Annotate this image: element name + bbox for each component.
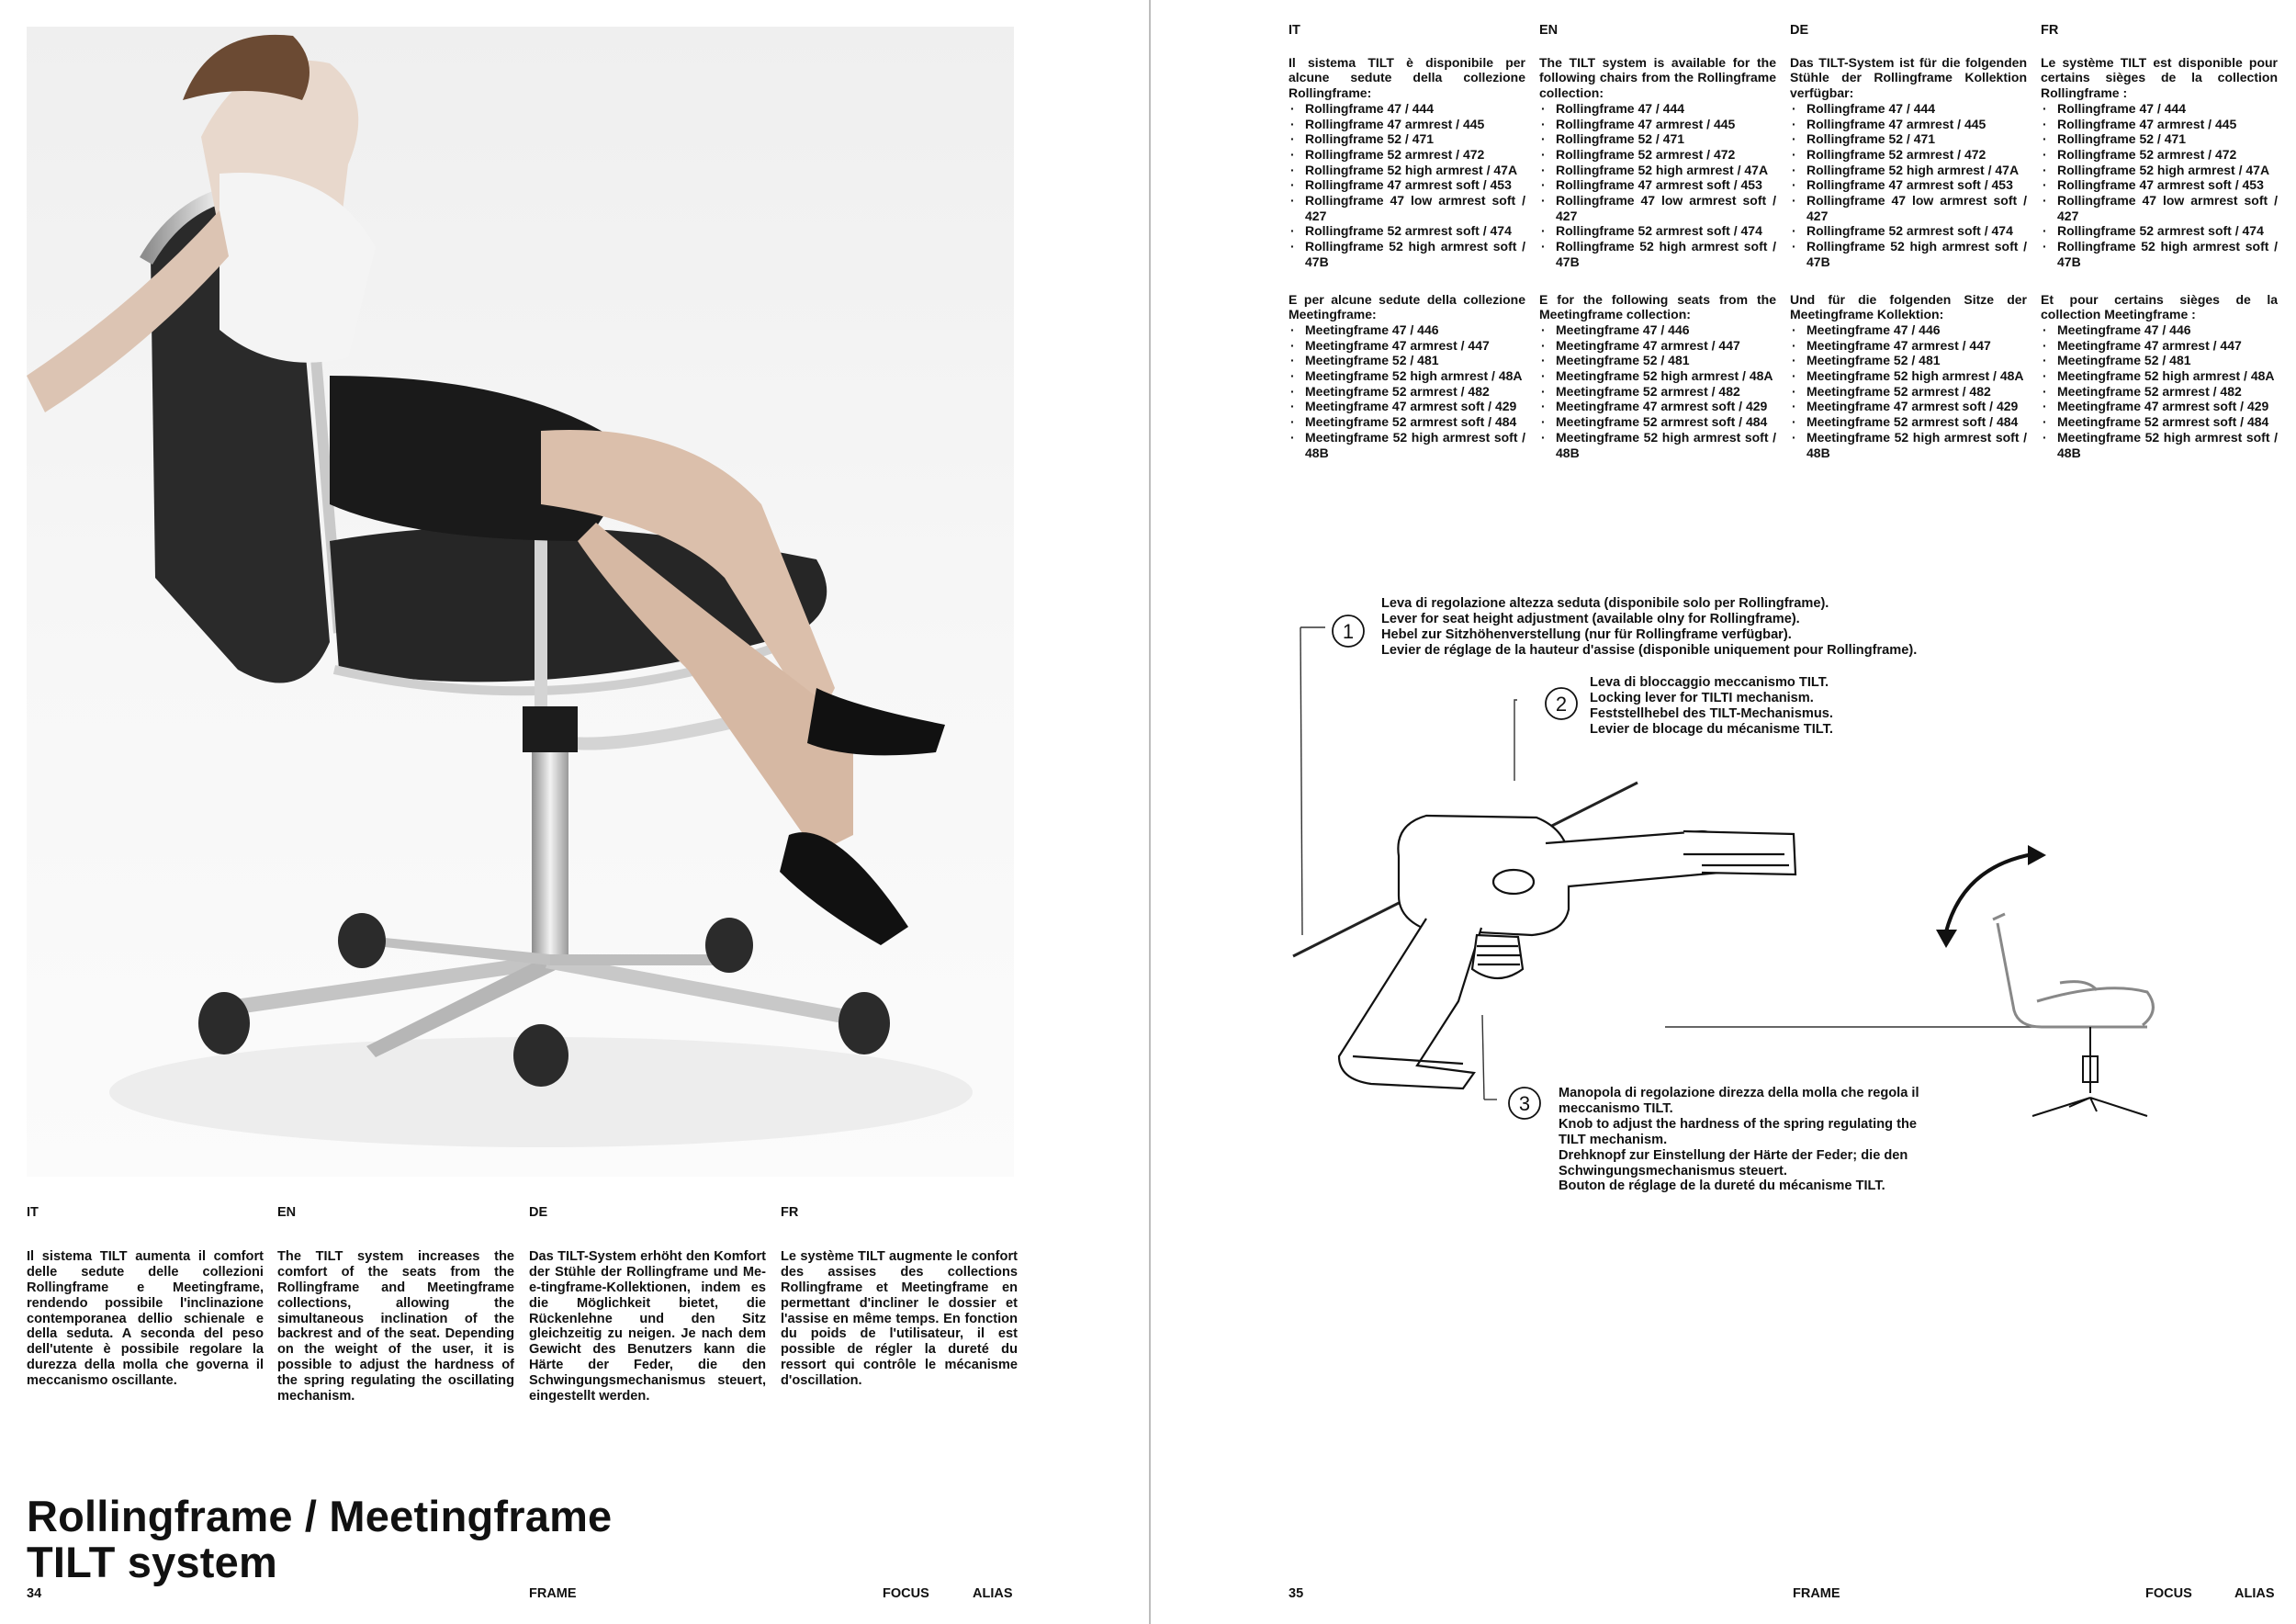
rollingframe-intro: Il sistema TILT è disponibile per alcune sedute della collezione Rollingframe: [1289,54,1525,101]
intro-paragraph: Le système TILT augmente le confort des assises des collections Rollingframe et Meetingframe en permettant d'incliner le dossier et l'assise en même temps. En fonction du poids de l'utilisateur, il est possible de régler la dureté du ressort qui contrôle le mécanisme d'oscillation. [781,1248,1018,1389]
list-item: · Rollingframe 47 / 444 [1790,101,2027,117]
callout-line: TILT mechanism. [1559,1132,1668,1147]
list-item: · Rollingframe 52 / 471 [1539,131,1776,147]
list-item: · Meetingframe 52 high armrest soft / 48B [2041,430,2278,460]
list-item: · Rollingframe 47 armrest soft / 453 [2041,177,2278,193]
footer-section: FRAME [1793,1586,1840,1601]
list-item: · Meetingframe 47 armrest / 447 [2041,338,2278,354]
list-item: · Rollingframe 47 armrest / 445 [1289,117,1525,132]
meetingframe-intro: E for the following seats from the Meetingframe collection: [1539,291,1776,322]
list-item: · Rollingframe 47 armrest soft / 453 [1790,177,2027,193]
callout-line: Drehknopf zur Einstellung der Härte der Feder; die den [1559,1147,1908,1163]
callout-line: meccanismo TILT. [1559,1100,1673,1116]
callout-line: Schwingungsmechanismus steuert. [1559,1163,1787,1179]
list-item: · Meetingframe 47 armrest soft / 429 [1289,399,1525,414]
list-item: · Meetingframe 52 armrest / 482 [1289,384,1525,400]
list-item: · Meetingframe 52 armrest soft / 484 [1539,414,1776,430]
language-label: FR [2041,23,2059,38]
page-title [27,1494,612,1585]
list-item: · Meetingframe 52 / 481 [1289,353,1525,368]
list-item: · Meetingframe 52 / 481 [1539,353,1776,368]
language-label: EN [277,1205,297,1220]
list-item: · Rollingframe 52 armrest soft / 474 [1790,223,2027,239]
callout-line: Lever for seat height adjustment (available olny for Rollingframe). [1381,611,1800,626]
footer-brand: ALIAS [2234,1586,2275,1601]
meetingframe-intro: Et pour certains sièges de la collection Meetingframe : [2041,291,2278,322]
rollingframe-intro: The TILT system is available for the following chairs from the Rollingframe collection: [1539,54,1776,101]
list-item: · Rollingframe 47 armrest soft / 453 [1539,177,1776,193]
tilt-arrow-icon [1944,854,2032,940]
footer-section: FRAME [529,1586,577,1601]
list-item: · Rollingframe 52 high armrest / 47A [1539,163,1776,178]
list-item: · Rollingframe 52 high armrest soft / 47B [2041,239,2278,269]
leader-line-3 [1482,1015,1484,1100]
intro-column-it [27,1205,264,1389]
list-item: · Rollingframe 52 armrest soft / 474 [1289,223,1525,239]
tilt-mechanism-body [1339,816,1795,1088]
list-item: · Rollingframe 52 high armrest soft / 47B [1539,239,1776,269]
intro-column-de [529,1205,766,1404]
list-item: · Rollingframe 47 armrest / 445 [1790,117,2027,132]
list-item: · Rollingframe 52 armrest / 472 [1539,147,1776,163]
intro-paragraph: The TILT system increases the comfort of the seats from the Rollingframe and Meetingframe collections, allowing the simultaneous inclination of the backrest and of the seat. Depending on the weight of the user, it is possible to adjust the hardness of the spring regulating the oscillating mechanism. [277,1248,514,1404]
meetingframe-intro: E per alcune sedute della collezione Meetingframe: [1289,291,1525,322]
tilt-mechanism-diagram [1151,0,2296,1624]
list-item: · Meetingframe 52 armrest soft / 484 [1289,414,1525,430]
footer-focus: FOCUS [2145,1586,2192,1601]
language-label: IT [1289,23,1300,38]
list-item: · Meetingframe 52 high armrest soft / 48B [1539,430,1776,460]
callout-line: Feststellhebel des TILT-Mechanismus. [1590,705,1833,721]
callout-line: Locking lever for TILTI mechanism. [1590,690,1814,705]
callout-number-1: 1 [1342,620,1355,643]
leader-line-2 [1514,700,1517,781]
language-label: FR [781,1205,799,1220]
list-item: · Meetingframe 47 armrest / 447 [1289,338,1525,354]
list-item: · Rollingframe 47 low armrest soft / 427 [1289,193,1525,223]
language-label: DE [529,1205,548,1220]
list-item: · Rollingframe 47 armrest / 445 [1539,117,1776,132]
list-item: · Rollingframe 52 high armrest soft / 47B [1289,239,1525,269]
intro-paragraph: Il sistema TILT aumenta il comfort delle sedute delle collezioni Rollingframe e Meetingframe, rendendo possibile l'inclinazione contemporanea dellio schienale e della seduta. A seconda del peso dell'utente è possibile regolare la durezza della molla che governa il meccanismo oscillante. [27,1248,264,1389]
list-item: · Rollingframe 52 high armrest / 47A [1790,163,2027,178]
list-item: · Meetingframe 52 high armrest / 48A [1539,368,1776,384]
list-item: · Rollingframe 52 armrest / 472 [1289,147,1525,163]
page-number: 34 [27,1586,42,1601]
list-item: · Rollingframe 52 armrest / 472 [1790,147,2027,163]
language-label: EN [1539,23,1559,38]
callout-text-2 [1590,675,1833,738]
list-item: · Meetingframe 52 armrest / 482 [2041,384,2278,400]
chair-photo-illustration [27,27,1014,1177]
list-item: · Rollingframe 47 armrest / 445 [2041,117,2278,132]
callout-line: Hebel zur Sitzhöhenverstellung (nur für Rollingframe verfügbar). [1381,626,1792,642]
list-item: · Meetingframe 52 high armrest soft / 48B [1790,430,2027,460]
callout-line: Leva di bloccaggio meccanismo TILT. [1590,675,1829,690]
product-photo [27,27,1014,1177]
list-item: · Rollingframe 52 / 471 [1790,131,2027,147]
intro-column-en [277,1205,514,1404]
callout-line: Knob to adjust the hardness of the spring regulating the [1559,1116,1917,1132]
list-item: · Meetingframe 47 armrest soft / 429 [1539,399,1776,414]
rollingframe-intro: Das TILT-System ist für die folgenden Stühle der Rollingframe Kollektion verfügbar: [1790,54,2027,101]
list-item: · Rollingframe 47 armrest soft / 453 [1289,177,1525,193]
rollingframe-intro: Le système TILT est disponible pour certains sièges de la collection Rollingframe : [2041,54,2278,101]
title-line-1: Rollingframe / Meetingframe [27,1492,613,1540]
list-item: · Rollingframe 47 / 444 [1539,101,1776,117]
callout-line: Levier de réglage de la hauteur d'assise (disponible uniquement pour Rollingframe). [1381,642,1918,658]
list-item: · Rollingframe 52 armrest soft / 474 [2041,223,2278,239]
list-item: · Meetingframe 47 armrest / 447 [1790,338,2027,354]
list-item: · Meetingframe 52 / 481 [1790,353,2027,368]
callout-line: Levier de blocage du mécanisme TILT. [1590,721,1833,737]
list-item: · Meetingframe 52 high armrest / 48A [1289,368,1525,384]
list-item: · Meetingframe 52 high armrest / 48A [2041,368,2278,384]
list-item: · Rollingframe 47 / 444 [1289,101,1525,117]
list-item: · Rollingframe 47 low armrest soft / 427 [2041,193,2278,223]
list-item: · Rollingframe 47 / 444 [2041,101,2278,117]
callout-number-3: 3 [1518,1092,1531,1115]
language-label: IT [27,1205,39,1220]
list-item: · Rollingframe 52 armrest / 472 [2041,147,2278,163]
footer-focus: FOCUS [883,1586,929,1601]
leader-line-1 [1300,627,1302,935]
right-page [1151,0,2296,1624]
list-item: · Rollingframe 52 armrest soft / 474 [1539,223,1776,239]
callout-text-1 [1381,596,1917,659]
footer-brand: ALIAS [973,1586,1013,1601]
list-item: · Meetingframe 47 armrest / 447 [1539,338,1776,354]
list-item: · Rollingframe 52 / 471 [1289,131,1525,147]
list-item: · Meetingframe 52 armrest / 482 [1790,384,2027,400]
meetingframe-intro: Und für die folgenden Sitze der Meetingframe Kollektion: [1790,291,2027,322]
list-item: · Rollingframe 52 high armrest / 47A [2041,163,2278,178]
list-item: · Meetingframe 47 / 446 [2041,322,2278,338]
list-item: · Meetingframe 52 / 481 [2041,353,2278,368]
small-chair-icon [1993,914,2153,1027]
list-item: · Meetingframe 52 armrest soft / 484 [1790,414,2027,430]
intro-column-fr [781,1205,1018,1389]
list-item: · Meetingframe 47 armrest soft / 429 [1790,399,2027,414]
list-item: · Meetingframe 52 high armrest soft / 48B [1289,430,1525,460]
list-item: · Rollingframe 52 / 471 [2041,131,2278,147]
list-item: · Rollingframe 47 low armrest soft / 427 [1790,193,2027,223]
list-item: · Meetingframe 47 armrest soft / 429 [2041,399,2278,414]
callout-line: Leva di regolazione altezza seduta (disponibile solo per Rollingframe). [1381,596,1829,611]
callout-text-3 [1559,1086,1919,1194]
list-item: · Meetingframe 47 / 446 [1539,322,1776,338]
callout-line: Manopola di regolazione direzza della molla che regola il [1559,1086,1919,1100]
list-item: · Meetingframe 52 armrest soft / 484 [2041,414,2278,430]
callout-number-2: 2 [1555,693,1568,716]
callout-line: Bouton de réglage de la dureté du mécanisme TILT. [1559,1179,1885,1194]
list-item: · Rollingframe 52 high armrest soft / 47B [1790,239,2027,269]
language-label: DE [1790,23,1809,38]
list-item: · Meetingframe 52 armrest / 482 [1539,384,1776,400]
list-item: · Rollingframe 47 low armrest soft / 427 [1539,193,1776,223]
list-item: · Meetingframe 47 / 446 [1289,322,1525,338]
intro-paragraph: Das TILT-System erhöht den Komfort der Stühle der Rollingframe und Me-e-tingframe-Kollektionen, indem es die Möglichkeit bietet, die Rückenlehne und den Sitz gleichzeitig zu neigen. Je nach dem Gewicht des Benutzers kann die Härte der Feder, die den Schwingungsmechanismus steuert, eingestellt werden. [529,1248,766,1404]
list-item: · Meetingframe 52 high armrest / 48A [1790,368,2027,384]
list-item: · Rollingframe 52 high armrest / 47A [1289,163,1525,178]
page-number: 35 [1289,1586,1304,1601]
title-line-2: TILT system [27,1538,277,1586]
list-item: · Meetingframe 47 / 446 [1790,322,2027,338]
